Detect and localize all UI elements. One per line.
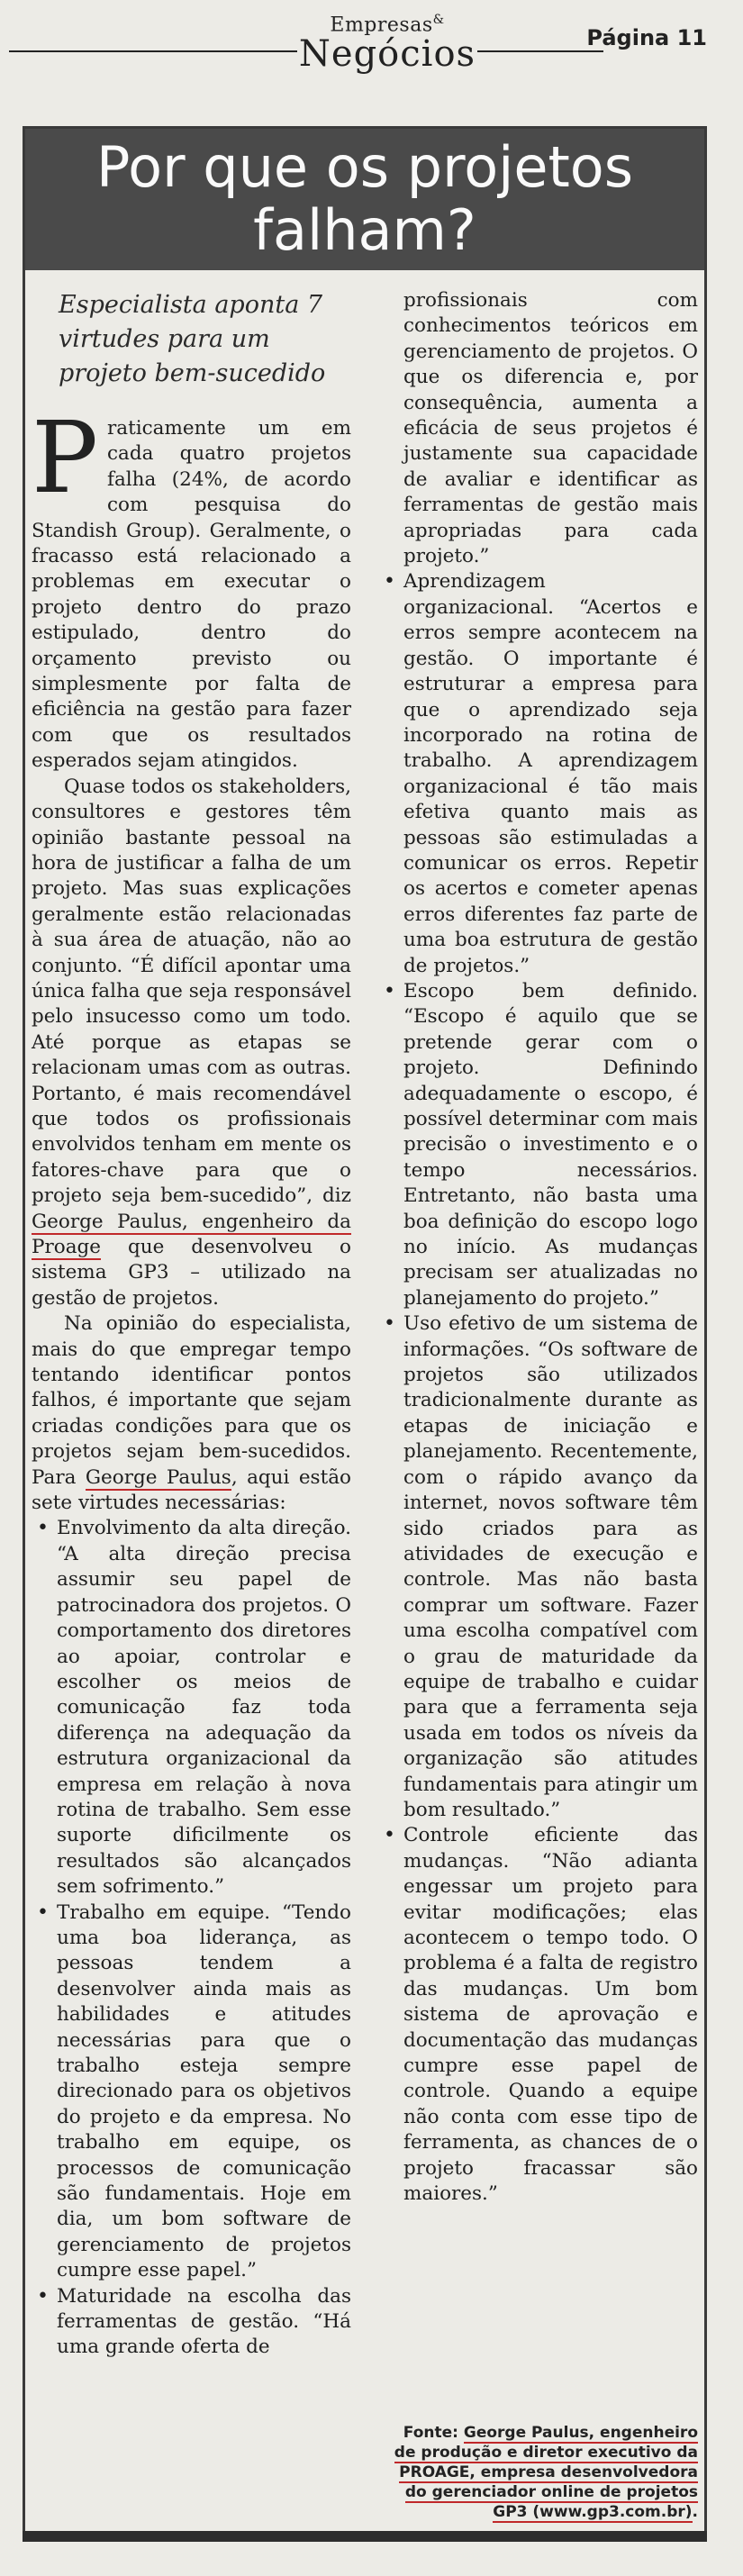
article-deck: Especialista aponta 7 virtudes para um projeto bem-sucedido (59, 291, 326, 387)
virtue-item: • Trabalho em equipe. “Tendo uma boa liderança, as pessoas tendem a desenvolver ainda mais as habilidades e atitudes necessárias para que o trabalho esteja sempre direcionado para os objetivos do projeto e da empresa. No trabalho em equipe, os processos de comunicação são fundamentais. Hoje em dia, um bom software de gerenciamento de projetos cumpre esse papel.” (57, 1900, 351, 2284)
virtue-item: • Controle eficiente das mudanças. “Não adianta engessar um projeto para evitar modificações; elas acontecem o tempo todo. O problema é a falta de registro das mudanças. Um bom sistema de aprovação e documentação das mudanças cumpre esse papel de controle. Quando a equipe não conta com esse tipo de ferramenta, as chances de o projeto fracassar são maiores.” (403, 1823, 698, 2207)
source-end: . (692, 2503, 698, 2521)
publication-logo (297, 9, 477, 76)
virtue-item: • Aprendizagem organizacional. “Acertos e erros sempre acontecem na gestão. O importante é estruturar a empresa para que o aprendizado seja incorporado na rotina de trabalho. A aprendizagem organizacional é tão mais efetiva quanto mais as pessoas são estimuladas a comunicar os erros. Repetir os acertos e cometer apenas erros diferentes faz parte de uma boa estrutura de gestão de projetos.” (403, 569, 698, 979)
virtue-item: • Maturidade na escolha das ferramentas de gestão. “Há uma grande oferta de (57, 2284, 351, 2361)
page-number: Página 11 (586, 25, 707, 50)
article-bottom-bar (23, 2531, 707, 2542)
virtue-item: • Uso efetivo de um sistema de informações. “Os software de projetos são utilizados tradicionalmente durante as etapas de iniciação e planejamento. Recentemente, com o rápido avanço da internet, novos software têm sido criados para as atividades de execução e controle. Mas não basta comprar um software. Fazer uma escolha compatível com o grau de maturidade da equipe de trabalho e cuidar para que a ferramenta seja usada em todos os níveis da organização são atitudes fundamentais para atingir um bom resultado.” (403, 1311, 698, 1823)
virtues-list-right (378, 569, 698, 2207)
paragraph-1 (32, 400, 351, 775)
logo-line1: Empresas (330, 14, 433, 37)
source-credit (378, 2423, 698, 2522)
virtue-item: • Envolvimento da alta direção. “A alta direção precisa assumir seu papel de patrocinadora dos projetos. O comportamento dos diretores ao apoiar, controlar e escolher os meios de comunicação faz toda diferença na adequação da estrutura organizacional da empresa em relação à nova rotina de trabalho. Sem esse suporte dificilmente os resultados são alcançados sem sofrimento.” (57, 1516, 351, 1900)
paragraph-3-text-a: Na opinião do especialista, mais do que empregar tempo tentando identificar pontos falhos, é importante que sejam criadas condições para que os projetos sejam bem-sucedidos. Para (32, 1312, 351, 1489)
paragraph-3 (32, 1311, 351, 1516)
source-label: Fonte: (403, 2424, 464, 2442)
article-headline: Por que os projetos falham? (25, 129, 704, 270)
drop-cap: P (32, 400, 99, 515)
virtues-list-left (32, 1516, 351, 2360)
paragraph-3-text-b: , aqui estão sete virtudes necessárias: (32, 1465, 351, 1515)
logo-amp: & (432, 13, 445, 27)
column-left (32, 288, 351, 2361)
virtue-item: • Escopo bem definido. “Escopo é aquilo que se pretende gerar com o projeto. Definindo adequadamente o escopo, é possível determinar com mais precisão o investimento e o tempo necessários. Entretanto, não basta uma boa definição do escopo logo no início. As mudanças precisam ser atualizadas no planejamento do projeto.” (403, 979, 698, 1311)
virtue-continuation: profissionais com conhecimentos teóricos em gerenciamento de projetos. O que os diferencia e, por consequência, aumenta a eficácia de seus projetos é justamente sua capacidade de avaliar e identificar as ferramentas de gestão mais apropriadas para cada projeto.” (403, 289, 698, 568)
source-text: George Paulus, engenheiro de produção e diretor executivo da PROAGE, empresa desenvolvedora do gerenciador online de projetos GP3 (www.gp3.com.br) (394, 2424, 698, 2521)
highlight-george-paulus-proage: George Paulus, engenheiro da Proage (32, 1210, 351, 1258)
paragraph-2-text-a: Quase todos os stakeholders, consultores e gestores têm opinião bastante pessoal na hora de justificar a falha de um projeto. Mas suas explicações geralmente estão relacionadas à sua área de atuação, não ao conjunto. “É difícil apontar uma única falha que seja responsável pelo insucesso como um todo. Até porque as etapas se relacionam umas com as outras. Portanto, é mais recomendável que todos os profissionais envolvidos tenham em mente os fatores-chave para que o projeto seja bem-sucedido”, diz (32, 775, 351, 1208)
column-right (378, 288, 698, 2207)
masthead-rule-right (477, 50, 603, 52)
paragraph-2 (32, 775, 351, 1312)
masthead (0, 0, 743, 99)
paragraph-2-text-b: que desenvolveu o sistema GP3 – utilizado na gestão de projetos. (32, 1236, 351, 1310)
masthead-rule-left (9, 50, 297, 52)
paragraph-1-text: raticamente um em cada quatro projetos falha (24%, de acordo com pesquisa do Standish Group). Geralmente, o fracasso está relacionado a problemas em executar o projeto dentro do prazo estipulado, dentro do orçamento previsto ou simplesmente por falta de eficiência na gestão para fazer com que os resultados esperados sejam atingidos. (32, 417, 351, 773)
highlight-george-paulus: George Paulus (85, 1465, 231, 1489)
logo-line2: Negócios (298, 33, 476, 76)
